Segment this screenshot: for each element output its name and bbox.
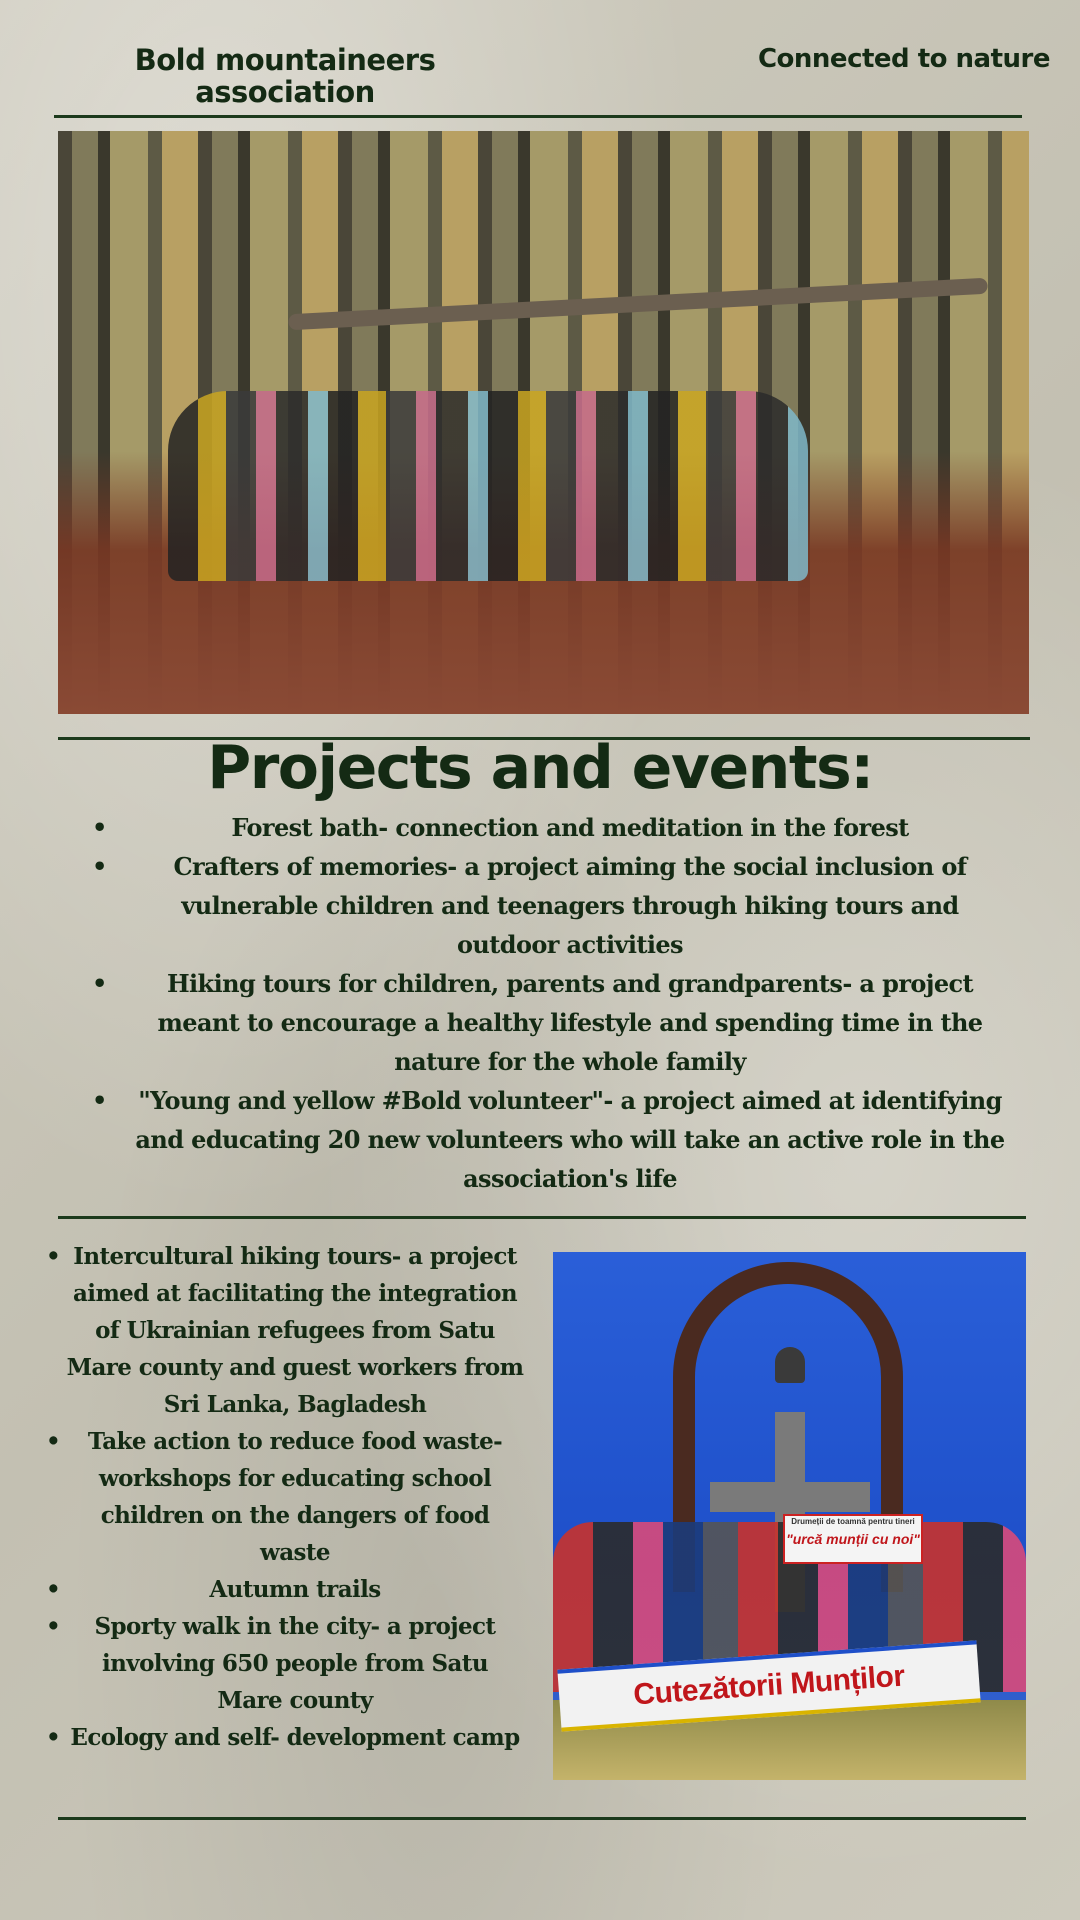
club-banner: Cutezătorii Munților: [557, 1640, 980, 1731]
list-item: • Ecology and self- development camp: [60, 1719, 530, 1756]
middle-divider: [58, 1216, 1026, 1219]
list-item: • Forest bath- connection and meditation in the forest: [120, 808, 1020, 847]
list-item: • Intercultural hiking tours- a project aimed at facilitating the integration of Ukrainian refugees from Satu Mare county and guest workers from Sri Lanka, Bagladesh: [60, 1238, 530, 1423]
main-projects-list: [120, 808, 1020, 1198]
list-item: • Crafters of memories- a project aiming the social inclusion of vulnerable children and teenagers through hiking tours and outdoor activities: [120, 847, 1020, 964]
fallen-log: [288, 278, 988, 331]
list-item: • Autumn trails: [60, 1571, 530, 1608]
list-item: • "Young and yellow #Bold volunteer"- a project aimed at identifying and educating 20 new volunteers who will take an active role in the association's life: [120, 1081, 1020, 1198]
list-item: • Sporty walk in the city- a project involving 650 people from Satu Mare county: [60, 1608, 530, 1719]
hiking-group: [168, 391, 808, 581]
list-item: • Hiking tours for children, parents and grandparents- a project meant to encourage a healthy lifestyle and spending time in the nature for the whole family: [120, 964, 1020, 1081]
list-item: • Take action to reduce food waste- workshops for educating school children on the dangers of food waste: [60, 1423, 530, 1571]
cross-bar: [710, 1482, 870, 1512]
projects-heading: Projects and events:: [207, 733, 873, 803]
tagline: Connected to nature: [757, 44, 1050, 74]
hand-sign: [783, 1514, 923, 1564]
top-divider: [54, 115, 1022, 118]
bottom-divider: [58, 1817, 1026, 1820]
association-name: Bold mountaineers association: [134, 43, 436, 109]
bell-icon: [775, 1347, 805, 1383]
sign-small-text: Drumeții de toamnă pentru tineri: [791, 1517, 915, 1526]
monument-group-photo: [553, 1252, 1026, 1780]
side-projects-list: [60, 1238, 530, 1756]
forest-group-photo: [58, 131, 1029, 714]
sign-main-text: "urcă munții cu noi": [786, 1531, 920, 1547]
